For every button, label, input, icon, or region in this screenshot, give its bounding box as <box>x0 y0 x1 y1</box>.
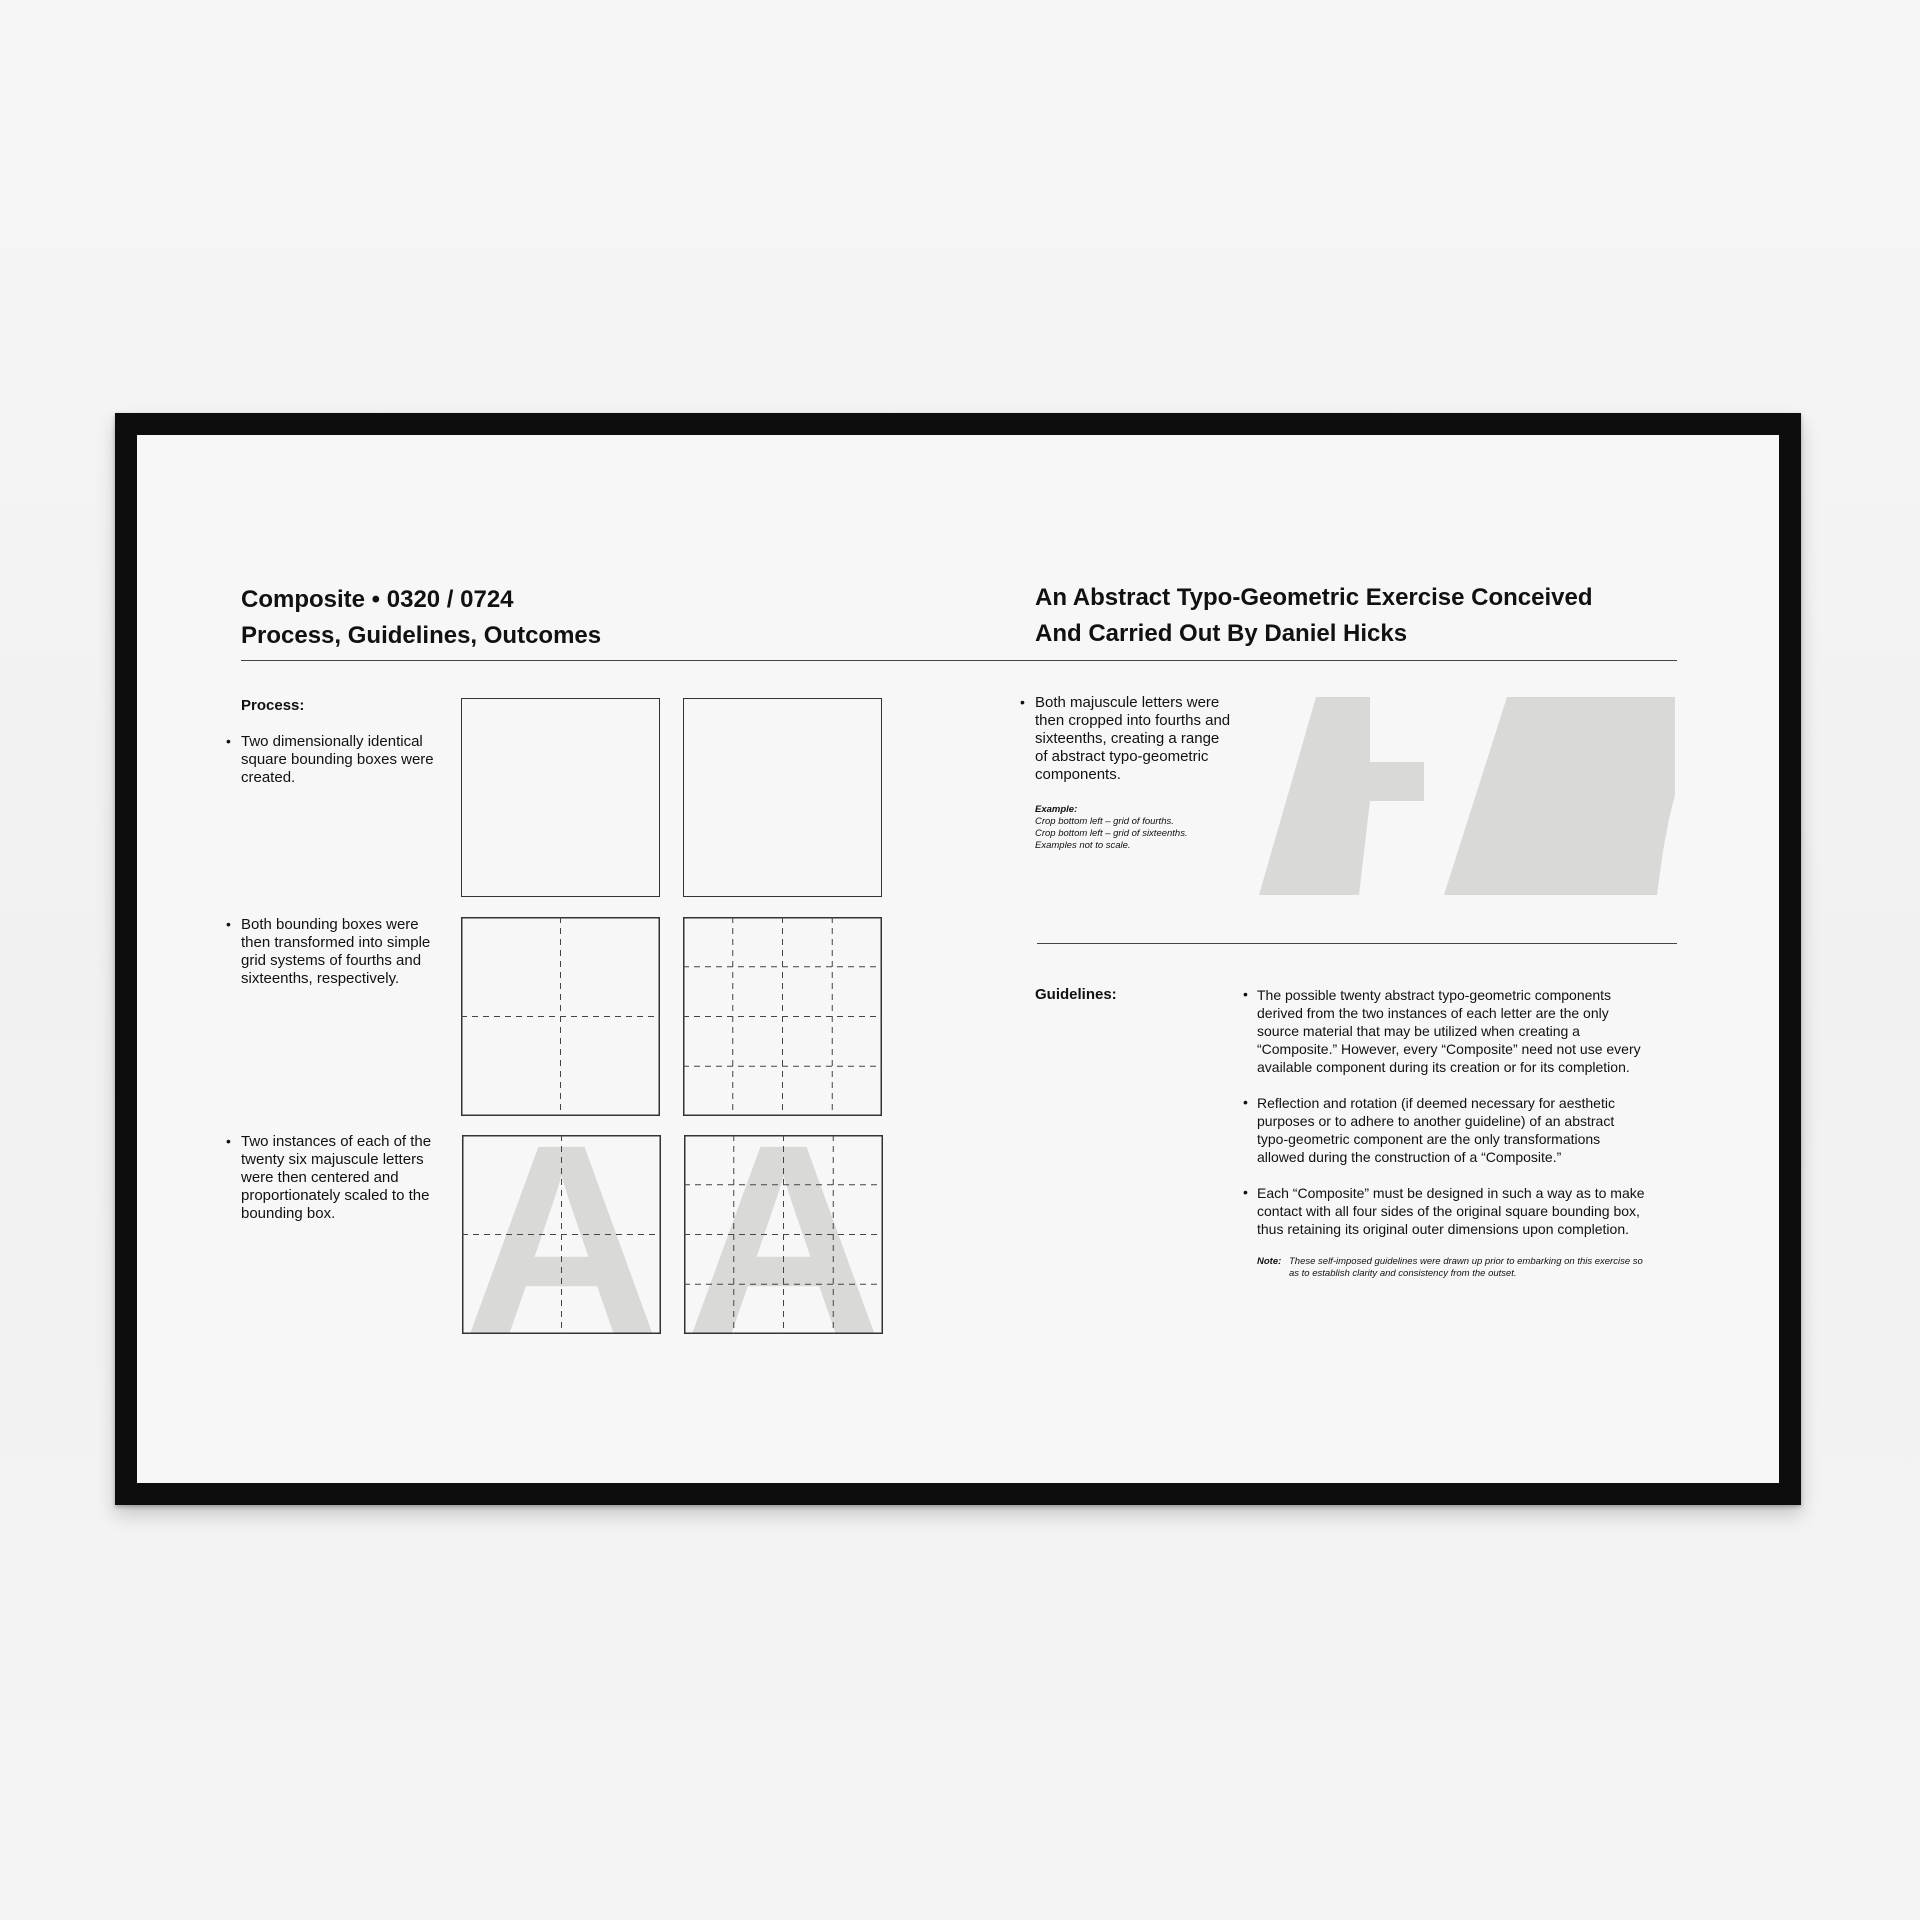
right-title-line2: And Carried Out By Daniel Hicks <box>1035 620 1408 647</box>
bullet-marker: • <box>1243 986 1248 1002</box>
example-lines: Crop bottom left – grid of fourths. Crop bottom left – grid of sixteenths. Examples not to scale. <box>1035 816 1188 851</box>
left-title-line2: Process, Guidelines, Outcomes <box>241 622 602 649</box>
letterform-a: A <box>463 1088 660 1392</box>
letter-on-grid-of-fourths <box>462 1088 661 1392</box>
process-heading: Process: <box>241 697 305 714</box>
bullet-marker: • <box>1243 1094 1248 1110</box>
right-title-line1: An Abstract Typo-Geometric Exercise Conceived <box>1035 584 1593 611</box>
bullet-marker: • <box>226 916 231 932</box>
poster <box>137 435 1779 1483</box>
header-divider <box>241 660 1677 661</box>
process-step-2: Both bounding boxes were then transformed into simple grid systems of fourths and sixteenths, respectively. <box>241 916 431 987</box>
grid-of-sixteenths <box>683 917 882 1116</box>
crop-description: Both majuscule letters were then cropped into fourths and sixteenths, creating a range of abstract typo-geometric components. <box>1035 694 1231 783</box>
bullet-marker: • <box>1243 1184 1248 1200</box>
crop-divider <box>1037 943 1677 944</box>
cropped-components-example <box>1259 697 1679 895</box>
letter-on-grid-of-sixteenths <box>684 1088 883 1392</box>
bounding-box-right <box>683 698 882 897</box>
bounding-box-left <box>461 698 660 897</box>
guidelines-heading: Guidelines: <box>1035 986 1117 1003</box>
bullet-marker: • <box>226 733 231 749</box>
note-label: Note: <box>1257 1256 1282 1267</box>
guideline-item-3: Each “Composite” must be designed in such a way as to make contact with all four sides of the original square bounding box, thus retaining its original outer dimensions upon completion. <box>1257 1185 1645 1237</box>
letterform-a: A <box>685 1088 882 1392</box>
guideline-item-2: Reflection and rotation (if deemed necessary for aesthetic purposes or to adhere to another guideline) of an abstract typo-geometric component are the only transformations allowed during the construction of a “Composite.” <box>1257 1095 1615 1165</box>
guideline-item-1: The possible twenty abstract typo-geometric components derived from the two instances of each letter are the only source material that may be utilized when creating a “Composite.” However, every “Composite” need not use every available component during its creation or for its completion. <box>1257 987 1641 1075</box>
bullet-marker: • <box>1020 694 1025 710</box>
left-title-line1: Composite • 0320 / 0724 <box>241 586 514 613</box>
bullet-marker: • <box>226 1133 231 1149</box>
note-text: These self-imposed guidelines were drawn up prior to embarking on this exercise so as to establish clarity and consistency from the outset. <box>1289 1256 1643 1279</box>
example-label: Example: <box>1035 804 1078 815</box>
grid-of-fourths <box>461 917 660 1116</box>
process-step-1: Two dimensionally identical square bounding boxes were created. <box>241 733 434 786</box>
process-step-3: Two instances of each of the twenty six majuscule letters were then centered and proportionately scaled to the bounding box. <box>241 1133 432 1222</box>
